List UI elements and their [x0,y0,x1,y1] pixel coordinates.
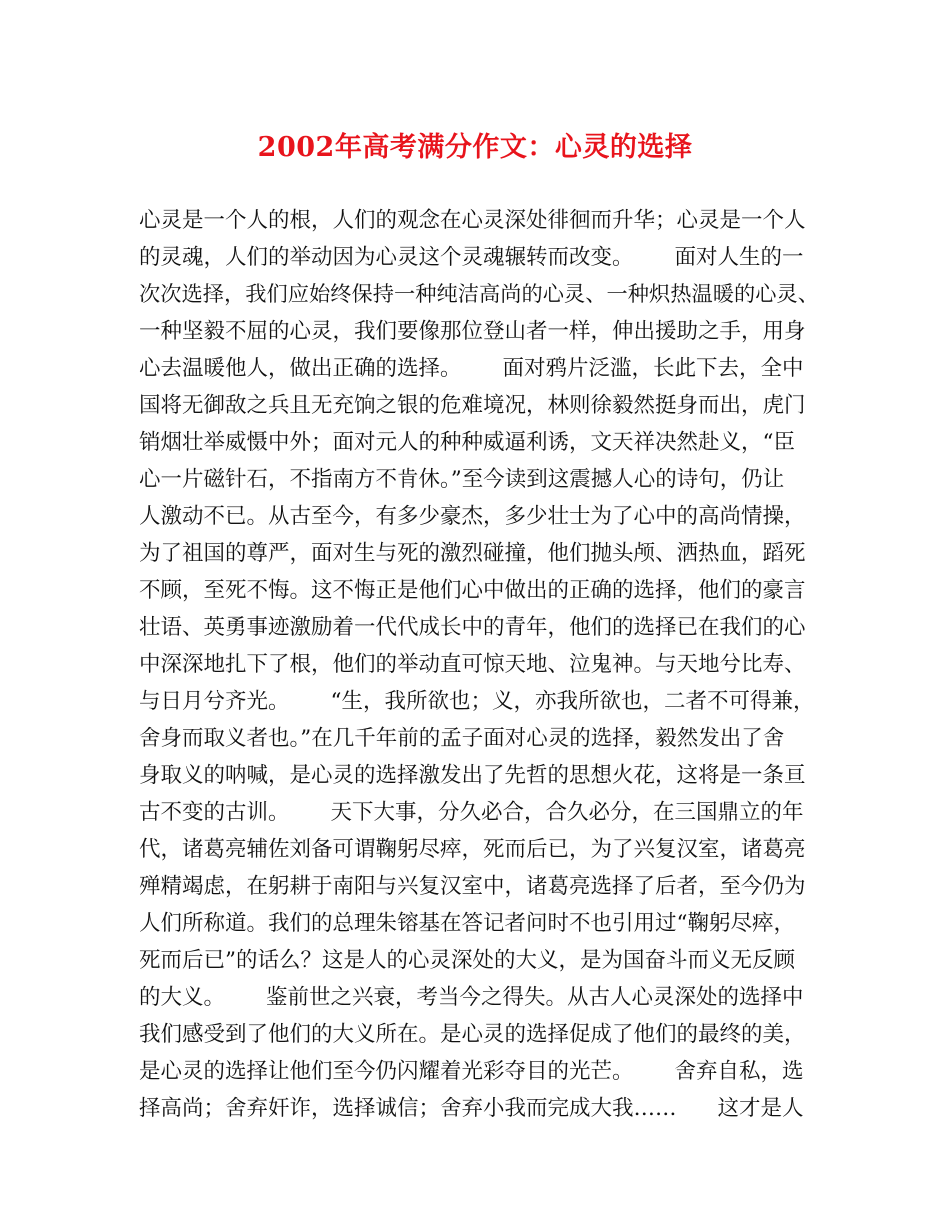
text-line: 为了祖国的尊严，面对生与死的激烈碰撞，他们抛头颅、洒热血，蹈死 [139,541,806,566]
text-line: 次次选择，我们应始终保持一种纯洁高尚的心灵、一种炽热温暖的心灵、 [139,282,819,307]
text-line: 死而后已”的话么？这是人的心灵深处的大义，是为国奋斗而义无反顾 [139,948,795,973]
text-line: 人激动不已。从古至今，有多少豪杰，多少壮士为了心中的高尚情操， [139,504,806,529]
text-line: 择高尚；舍弃奸诈，选择诚信；舍弃小我而完成大我…… 这才是人 [139,1096,804,1121]
text-line: 代，诸葛亮辅佐刘备可谓鞠躬尽瘁，死而后已，为了兴复汉室，诸葛亮 [139,837,806,862]
text-line: 中深深地扎下了根，他们的举动直可惊天地、泣鬼神。与天地兮比寿、 [139,652,806,677]
text-line: 心灵是一个人的根，人们的观念在心灵深处徘徊而升华；心灵是一个人 [139,208,806,233]
text-line: 身取义的呐喊，是心灵的选择激发出了先哲的思想火花，这将是一条亘 [139,763,806,788]
text-line: 我们感受到了他们的大义所在。是心灵的选择促成了他们的最终的美， [139,1022,806,1047]
text-line: 与日月兮齐光。 “生，我所欲也；义，亦我所欲也，二者不可得兼， [139,689,815,714]
text-line: 的灵魂，人们的举动因为心灵这个灵魂辗转而改变。 面对人生的一 [139,245,804,270]
text-line: 心去温暖他人，做出正确的选择。 面对鸦片泛滥，长此下去，全中 [139,356,804,381]
text-line: 古不变的古训。 天下大事，分久必合，合久必分，在三国鼎立的年 [139,800,804,825]
text-line: 人们所称道。我们的总理朱镕基在答记者问时不也引用过“鞠躬尽瘁， [139,911,795,936]
text-line: 一种坚毅不屈的心灵，我们要像那位登山者一样，伸出援助之手，用身 [139,319,806,344]
text-line: 不顾，至死不悔。这不悔正是他们心中做出的正确的选择，他们的豪言 [139,578,806,603]
text-line: 国将无御敌之兵且无充饷之银的危难境况，林则徐毅然挺身而出，虎门 [139,393,806,418]
text-line: 壮语、英勇事迹激励着一代代成长中的青年，他们的选择已在我们的心 [139,615,806,640]
essay-body [139,202,819,1127]
page-title: 2002年高考满分作文：心灵的选择 [257,132,693,163]
text-line: 舍身而取义者也。”在几千年前的孟子面对心灵的选择，毅然发出了舍 [139,726,785,751]
text-line: 是心灵的选择让他们至今仍闪耀着光彩夺目的光芒。 舍弃自私，选 [139,1059,804,1084]
text-line: 殚精竭虑，在躬耕于南阳与兴复汉室中，诸葛亮选择了后者，至今仍为 [139,874,806,899]
text-line: 心一片磁针石，不指南方不肯休。”至今读到这震撼人心的诗句，仍让 [139,467,785,492]
text-line: 的大义。 鉴前世之兴衰，考当今之得失。从古人心灵深处的选择中 [139,985,804,1010]
text-line: 销烟壮举威慑中外；面对元人的种种威逼利诱，文天祥决然赴义，“臣 [139,430,795,455]
